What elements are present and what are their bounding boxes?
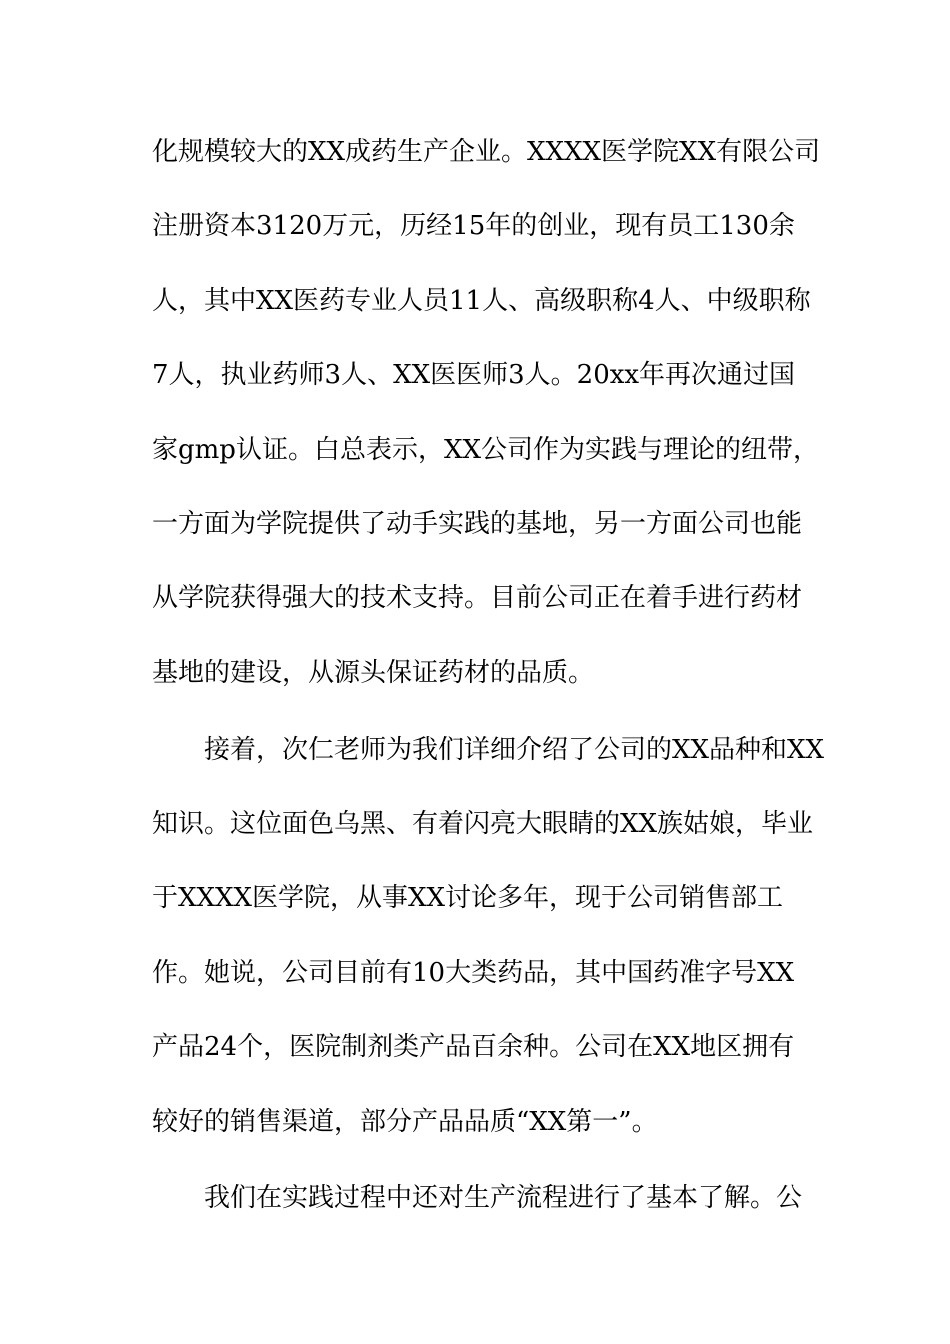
text-line: 较好的销售渠道，部分产品品质“XX第一”。 (152, 1107, 658, 1137)
text-line: 人，其中XX医药专业人员11人、高级职称4人、中级职称 (152, 286, 811, 316)
text-line: 从学院获得强大的技术支持。目前公司正在着手进行药材 (152, 583, 803, 613)
text-line: 作。她说，公司目前有10大类药品，其中国药准字号XX (152, 958, 795, 988)
text-line: 于XXXX医学院，从事XX讨论多年，现于公司销售部工 (152, 883, 784, 913)
text-line: 家gmp认证。白总表示，XX公司作为实践与理论的纽带， (152, 435, 819, 465)
text-line: 一方面为学院提供了动手实践的基地，另一方面公司也能 (152, 509, 803, 539)
text-line: 产品24个，医院制剂类产品百余种。公司在XX地区拥有 (152, 1032, 795, 1062)
text-line: 注册资本3120万元，历经15年的创业，现有员工130余 (152, 211, 795, 241)
text-line: 我们在实践过程中还对生产流程进行了基本了解。公 (204, 1183, 803, 1213)
text-line: 化规模较大的XX成药生产企业。XXXX医学院XX有限公司 (152, 137, 821, 167)
text-line: 接着，次仁老师为我们详细介绍了公司的XX品种和XX (204, 735, 825, 765)
text-line: 知识。这位面色乌黑、有着闪亮大眼睛的XX族姑娘，毕业 (152, 809, 814, 839)
text-line: 基地的建设，从源头保证药材的品质。 (152, 658, 595, 688)
text-line: 7人，执业药师3人、XX医医师3人。20xx年再次通过国 (152, 360, 796, 390)
